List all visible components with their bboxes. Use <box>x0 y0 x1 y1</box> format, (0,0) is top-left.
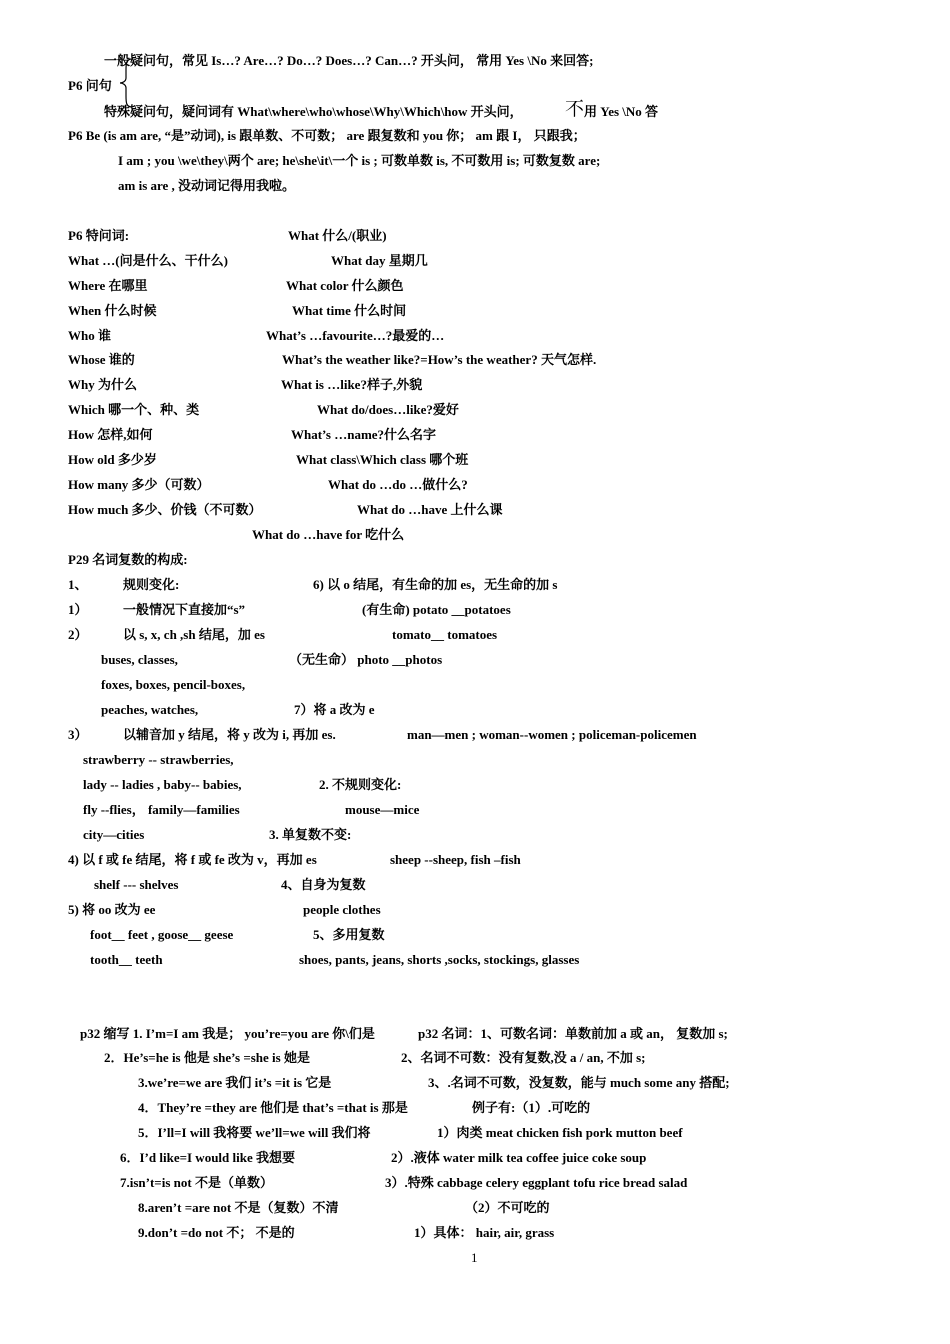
contraction-item: 7.isn’t=is not 不是（单数） <box>120 1175 273 1190</box>
plural-example: shoes, pants, jeans, shorts ,socks, stockings, glasses <box>299 952 580 967</box>
wh-word-item: Why 为什么 <box>68 377 137 392</box>
plural-example: lady -- ladies , baby-- babies, <box>83 777 242 792</box>
plural-example: foxes, boxes, pencil-boxes, <box>101 677 246 692</box>
contraction-item: 8.aren’t =are not 不是（复数）不清 <box>138 1200 339 1215</box>
plural-rule-text: 规则变化: <box>123 577 180 592</box>
what-phrase-item: What 什么/(职业) <box>288 228 387 243</box>
noun-rule-item: 3）.特殊 cabbage celery eggplant tofu rice bread salad <box>385 1175 688 1190</box>
plural-rule-text: 6) 以 o 结尾，有生命的加 es，无生命的加 s <box>313 577 558 592</box>
plural-example: sheep --sheep, fish –fish <box>390 852 521 867</box>
wh-word-item: How many 多少（可数） <box>68 477 210 492</box>
page-number: 1 <box>471 1250 478 1265</box>
plural-example: people clothes <box>303 902 381 917</box>
wh-word-item: Which 哪一个、种、类 <box>68 402 200 417</box>
contraction-item: 6．I’d like=I would like 我想要 <box>120 1150 295 1165</box>
plural-example: peaches, watches, <box>101 702 199 717</box>
plural-example: man—men ; woman--women ; policeman-policemen <box>407 727 697 742</box>
what-phrase-item: What’s the weather like?=How’s the weather? 天气怎样. <box>282 352 597 367</box>
what-phrase-item: What time 什么时间 <box>292 303 407 318</box>
what-phrase-item: What color 什么颜色 <box>286 278 404 293</box>
plural-example: foot__ feet , goose__ geese <box>90 927 234 942</box>
plural-rule-text: 5) 将 oo 改为 ee <box>68 902 156 917</box>
contraction-item: p32 缩写 1. I’m=I am 我是； you’re=you are 你\们是 <box>80 1026 375 1041</box>
wh-word-item: Where 在哪里 <box>68 278 148 293</box>
plural-example: buses, classes, <box>101 652 178 667</box>
noun-rule-item: （2）不可吃的 <box>465 1200 550 1215</box>
plural-example: tomato__ tomatoes <box>392 627 498 642</box>
plural-example: (有生命) potato __potatoes <box>362 602 511 617</box>
noun-rule-item: 例子有:（1）.可吃的 <box>472 1100 591 1115</box>
wh-word-item: When 什么时候 <box>68 303 157 318</box>
plural-rule-text: 7）将 a 改为 e <box>294 702 375 717</box>
plural-rule-number: 2） <box>68 627 88 642</box>
what-phrase-item: What day 星期几 <box>331 253 428 268</box>
what-phrase-item: What’s …favourite…?最爱的… <box>266 328 445 343</box>
wh-word-item: How much 多少、价钱（不可数） <box>68 502 262 517</box>
wh-word-item: Whose 谁的 <box>68 352 135 367</box>
p6-question-label: P6 问句 <box>68 78 112 93</box>
plural-rule-text: 2. 不规则变化: <box>319 777 402 792</box>
noun-rule-item: p32 名词：1、可数名词：单数前加 a 或 an， 复数加 s; <box>418 1026 728 1041</box>
contraction-item: 3.we’re=we are 我们 it’s =it is 它是 <box>138 1075 332 1090</box>
wh-word-item: Who 谁 <box>68 328 111 343</box>
plural-rule-text: 4、自身为复数 <box>281 877 366 892</box>
wh-question-not: 不 <box>565 99 585 120</box>
plural-rule-number: 1、 <box>68 577 88 592</box>
plural-rule-text: 3. 单复数不变: <box>269 827 352 842</box>
plural-example: mouse—mice <box>345 802 420 817</box>
plural-rule-text: 4) 以 f 或 fe 结尾，将 f 或 fe 改为 v，再加 es <box>68 852 317 867</box>
what-phrase-item: What do …have for 吃什么 <box>252 527 405 542</box>
yes-no-question-line: 一般疑问句，常见 Is…? Are…? Do…? Does…? Can…? 开头问， 常用 Yes \No 来回答; <box>104 53 594 68</box>
contraction-item: 9.don’t =do not 不； 不是的 <box>138 1225 295 1240</box>
plural-title: P29 名词复数的构成: <box>68 552 188 567</box>
plural-example: city—cities <box>83 827 145 842</box>
be-verb-reminder: am is are , 没动词记得用我啦。 <box>118 178 296 193</box>
plural-rule-number: 3） <box>68 727 88 742</box>
plural-rule-number: 1） <box>68 602 88 617</box>
contraction-item: 5．I’ll=I will 我将要 we’ll=we will 我们将 <box>138 1125 371 1140</box>
wh-word-item: How old 多少岁 <box>68 452 157 467</box>
plural-rule-text: 一般情况下直接加“s” <box>123 602 246 617</box>
wh-question-answer: 用 Yes \No 答 <box>584 104 659 119</box>
plural-example: shelf --- shelves <box>94 877 179 892</box>
what-phrase-item: What do …do …做什么? <box>328 477 468 492</box>
what-phrase-item: What is …like?样子,外貌 <box>281 377 423 392</box>
plural-rule-text: 以 s, x, ch ,sh 结尾，加 es <box>123 627 265 642</box>
plural-example: strawberry -- strawberries, <box>83 752 234 767</box>
plural-example: tooth__ teeth <box>90 952 163 967</box>
noun-rule-item: 1）肉类 meat chicken fish pork mutton beef <box>437 1125 683 1140</box>
contraction-item: 2．He’s=he is 他是 she’s =she is 她是 <box>104 1050 310 1065</box>
what-phrase-item: What’s …name?什么名字 <box>291 427 437 442</box>
plural-rule-text: 以辅音加 y 结尾，将 y 改为 i, 再加 es. <box>123 727 336 742</box>
wh-word-item: How 怎样,如何 <box>68 427 153 442</box>
contraction-item: 4．They’re =they are 他们是 that’s =that is 那是 <box>138 1100 408 1115</box>
plural-rule-text: 5、多用复数 <box>313 927 385 942</box>
be-verb-rule: P6 Be (is am are, “是”动词), is 跟单数、不可数； are 跟复数和 you 你； am 跟 I， 只跟我； <box>68 128 586 143</box>
wh-word-item: What …(问是什么、干什么) <box>68 253 228 268</box>
be-verb-usage: I am ; you \we\they\两个 are; he\she\it\一个 is ; 可数单数 is, 不可数用 is; 可数复数 are; <box>118 153 601 168</box>
what-phrase-item: What class\Which class 哪个班 <box>296 452 469 467</box>
what-phrase-item: What do …have 上什么课 <box>357 502 503 517</box>
wh-question-line: 特殊疑问句，疑问词有 What\where\who\whose\Why\Which\how 开头问， <box>104 104 523 119</box>
noun-rule-item: 2）.液体 water milk tea coffee juice coke soup <box>391 1150 647 1165</box>
noun-rule-item: 1）具体： hair, air, grass <box>414 1225 555 1240</box>
wh-word-title: P6 特问词: <box>68 228 130 243</box>
noun-rule-item: 2、名词不可数：没有复数,没 a / an, 不加 s; <box>401 1050 646 1065</box>
what-phrase-item: What do/does…like?爱好 <box>317 402 459 417</box>
noun-rule-item: 3、.名词不可数，没复数，能与 much some any 搭配; <box>428 1075 730 1090</box>
plural-example: fly --flies， family—families <box>83 802 240 817</box>
plural-example: （无生命） photo __photos <box>289 652 443 667</box>
